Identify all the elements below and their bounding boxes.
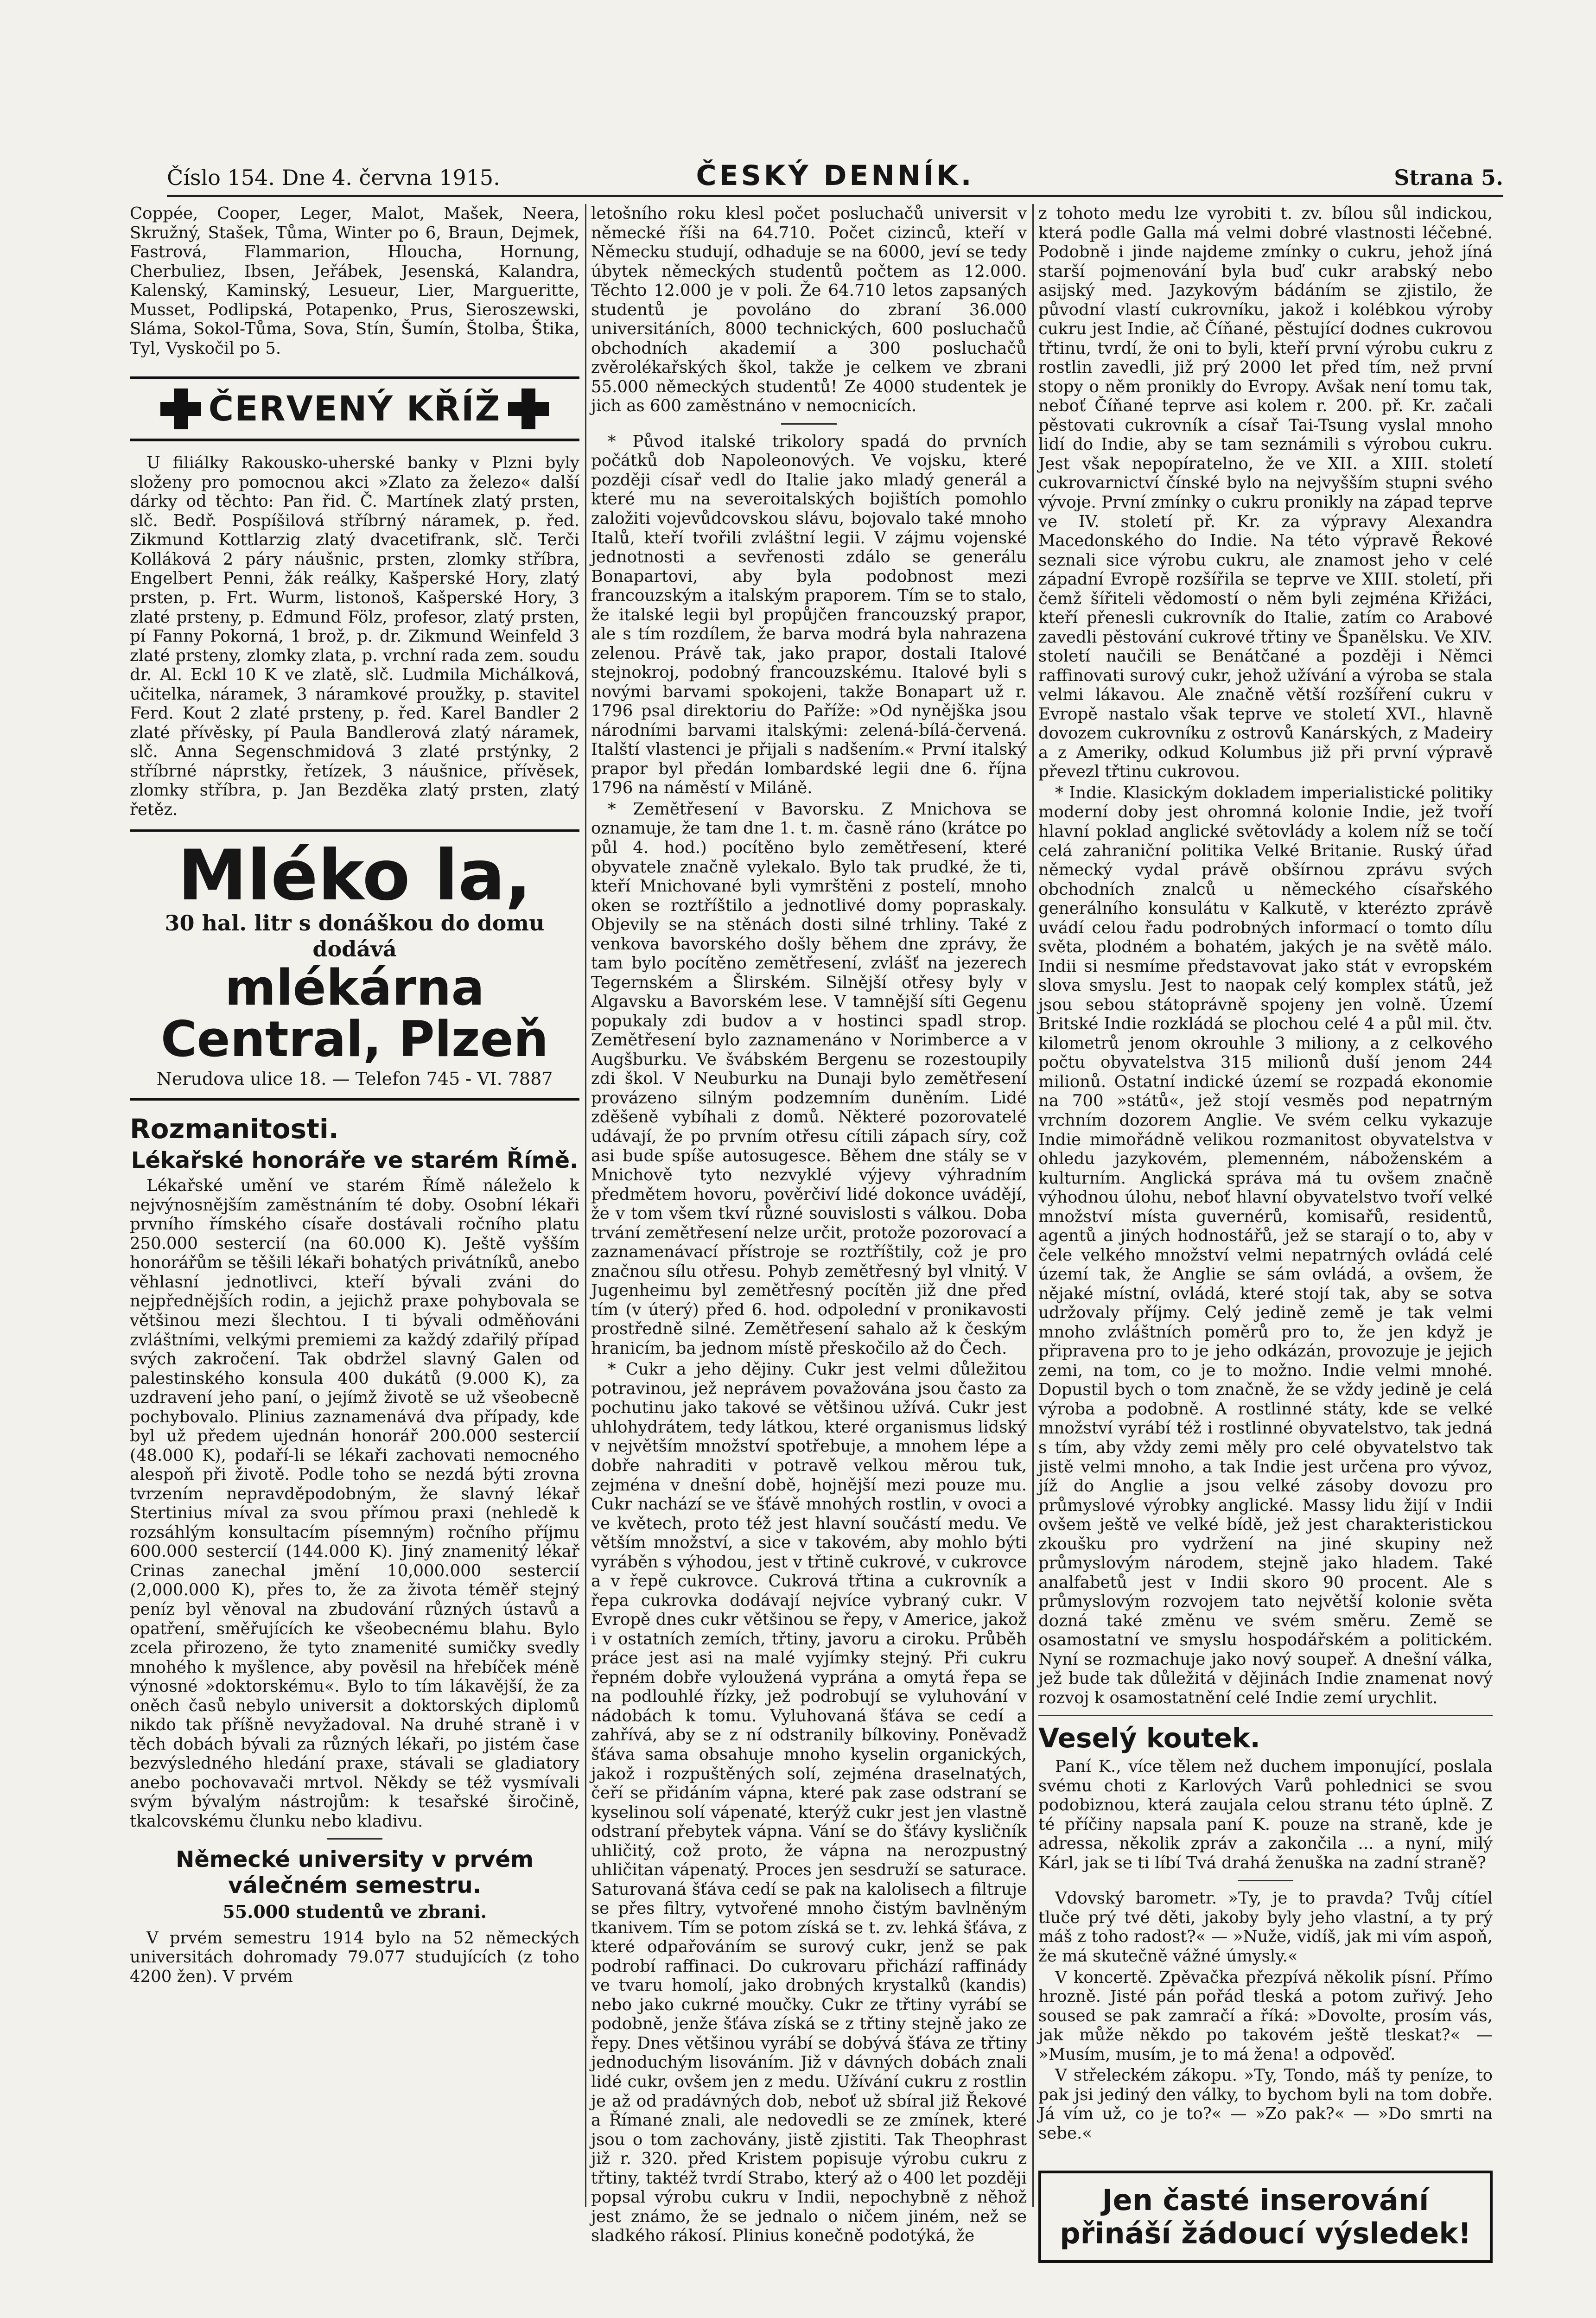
page-number: Strana 5.: [1394, 165, 1503, 190]
divider: [327, 1838, 382, 1840]
section-title: Veselý koutek.: [1038, 1722, 1260, 1754]
divider: [1038, 1715, 1493, 1716]
issue-date: Číslo 154. Dne 4. června 1915.: [167, 165, 500, 190]
column-3: [1038, 204, 1493, 2250]
ad-headline: Mléko la,: [178, 835, 532, 917]
ad-deliver: dodává: [312, 936, 397, 962]
article-body: letošního roku klesl počet posluchačů universit v německé říši na 64.710. Počet cizinců, kteří v Německu studují, odhaduje se na 6000, jeví se tedy úbytek německých studentů počtem as 12.000. Těchto 12.000 je v poli. Že 64.710 letos zapsaných studentů je povoláno do zbraní 36.000 universitáních, 8000 technických, 600 posluchačů obchodních akademií a 300 posluchačů zvěrolékařských škol, takže je celkem ve zbrani 55.000 německých studentů! Ze 4000 studentek je jich as 600 zaměstnáno v nemocnicích.: [591, 204, 1027, 416]
article-title: Německé university v prvém válečném semestru.: [176, 1847, 534, 1898]
ad-price: 30 hal. litr s donáškou do domu: [165, 911, 545, 936]
column-2: [591, 204, 1027, 2246]
author-list: Coppée, Cooper, Leger, Malot, Mašek, Neera, Skružný, Stašek, Tůma, Winter po 6, Braun, Dejmek, Fastrová, Flammarion, Hloucha, Hornung, Cherbuliez, Ibsen, Jeřábek, Jesenská, Kalandra, Kalenský, Kaminský, Lesueur, Lier, Margueritte, Musset, Podlipská, Potapenko, Prus, Sieroszewski, Sláma, Sokol-Tůma, Sova, Stín, Šumín, Štolba, Štika, Tyl, Vyskočil po 5.: [130, 204, 579, 358]
article-body: Lékařské umění ve starém Římě náleželo k nejvýnosnějším zaměstnáním té doby. Osobní lékaři prvního římského císaře dostávali ročního platu 250.000 sestercií (na 60.000 K). Ještě vyšším honorářům se těšili lékaři bohatých privátníků, anebo věhlasní jednotlivci, kteří bývali zváni do nejpřednějších rodin, a jejichž praxe pohybovala se většinou mezi šlechtou. I ti bývali odměňováni zvláštními, velkými premiemi za každý zdařilý případ svých zakročení. Tak obdržel slavný Galen od palestinského konsula 400 dukátů (9.000 K), za uzdravení jeho paní, o jejímž životě se už všeobecně pochybovalo. Plinius zaznamenává dva případy, kde byl už předem ujednán honorář 200.000 sestercií (48.000 K), podaří-li se lékaři zachovati nemocného alespoň při životě. Podle toho se nezdá býti zrovna tvrzením nepravděpodobným, že slavný lékař Stertinius míval za svou přímou praxi (nehledě k rozsáhlým konsultacím písemným) ročního příjmu 600.000 sestercií (144.000 K). Jiný znamenitý lékař Crinas zanechal jmění 10,000.000 sestercií (2,000.000 K), přes to, že za života téměř stejný peníz byl věnoval na zbudování různých ústavů a opatření, směřujících ke všeobecnému blahu. Bylo zcela přirozeno, že tyto znamenité sumičky svedly mnohého k myšlence, aby pověsil na hřebíček méně výnosné »doktorskému«. Bylo to tím lákavější, že za oněch časů nebylo universit a doktorských diplomů nikdo tak příšně nevyžadoval. Na druhé straně i v těch dobách bývali za různých lékaři, po jistém čase bezvýsledného hledání praxe, stávali se gladiatory anebo pochovavači mrtvol. Někdy se též vysmívali svým bývalým nástrojům: k tesařské širočině, tkalcovskému člunku nebo kladivu.: [130, 1176, 579, 1831]
column-rule: [585, 204, 586, 2207]
milk-advertisement: [130, 829, 579, 1101]
news-item: * Cukr a jeho dějiny. Cukr jest velmi důležitou potravinou, jež neprávem považována jsou často za pochutinu jako takové se většinou užívá. Cukr jest uhlohydrátem, tedy látkou, které organismus lidský v největším množství spotřebuje, a mnohem lépe a dobře nahraditi v potravě velkou měrou tuk, zejména v dnešní době, hojnější mezi pouze mu. Cukr nachází se ve šťávě mnohých rostlin, v ovoci a ve květech, proto též jest hlavní součástí medu. Ve větším množství, a sice v takovém, aby mohlo býti vyráběn s výhodou, jest v třtině cukrové, v cukrovce a v řepě cukrovce. Cukrová třtina a cukrovník a řepa cukrovka dodávají nejvíce vybraný cukr. V Evropě dnes cukr většinou se řepy, v Americe, jakož i v ostatních zemích, třtiny, javoru a ciroku. Průběh práce jest asi na malé vyjímky stejný. Při cukru řepném dobře vyloužená vyprána a omytá řepa se na podlouhlé řízky, jež podrobují se vyluhování v nádobách k tomu. Vyluhovaná šťáva se cedí a zahřívá, aby se z ní odstranily bílkoviny. Poněvadž šťáva sama obsahuje mnoho kyselin organických, jakož i rozpuštěných solí, zejména draselnatých, čeří se přidáním vápna, které pak zase odstraní se kyselinou solí vápenaté, kterýž cukr jest jen vlastně odstraní přebytek vápna. Vání se do šťávy kysličník uhličitý, což proto, že vápna na nerozpustný uhličitan vápenatý. Proces jen sesdruží se saturace. Saturovaná šťáva cedí se pak na kalolisech a filtruje se přes filtry, vytvořené mnoho čistým bavlněným tkanivem. Tím se potom získá se t. zv. lehká šťáva, z které odpařováním se surový cukr, jenž se pak podrobí raffinaci. Do cukrovaru přichází raffinády ve tvaru homolí, jako drobných krystalků (kandis) nebo jako cukrné moučky. Cukr ze třtiny vyrábí se podobně, jenže šťáva získá se z třtiny stejně jako ze řepy. Dnes většinou vyrábí se dobývá šťáva ze třtiny jednoduchým lisováním. Již v dávných dobách znali lidé cukr, ovšem jen z medu. Užívání cukru z rostlin je až od pradávných dob, neboť už sbíral již Řekové a Římané znali, ale nedovedli se ze zmínek, které jsou o tom zachovány, jistě zjistiti. Tak Theophrast již r. 320. před Kristem popisuje výrobu cukru z třtiny, taktéž tvrdí Strabo, který až o 400 let později popsal výrobu cukru v Indii, nepochybně z něhož jest známo, že se jednalo o ničem jiném, než se sladkého rákosí. Plinius konečně podotýká, že: [591, 1360, 1027, 2246]
ad-firm: mlékárna Central, Plzeň: [160, 959, 549, 1068]
article-body: V prvém semestru 1914 bylo na 52 německých universitách dohromady 79.077 studujících (z toho 4200 žen). V prvém: [130, 1928, 579, 1986]
ad-address: Nerudova ulice 18. — Telefon 745 - VI. 7887: [156, 1069, 553, 1089]
article-title: Lékařské honoráře ve starém Římě.: [131, 1147, 579, 1174]
column-rule: [1032, 204, 1034, 2207]
red-cross-banner: [130, 376, 579, 441]
news-item: * Zemětřesení v Bavorsku. Z Mnichova se oznamuje, že tam dne 1. t. m. časně ráno (krátce po půl 4. hod.) pocítěno bylo zemětřesení, které obyvatele značně vylekalo. Bylo tak prudké, že ti, kteří Mnichované byli vymrštěni z postelí, mnoho oken se roztříštilo a jednotlivé domy popraskaly. Objevily se na stěnách dosti silné trhliny. Také z venkova bavorského došly během dne zprávy, že tam bylo pocítěno zemětřesení, zvlášť na jezerech Tegernském a Šlirském. Silnější otřesy byly v Algavsku a Bavorském lese. V tamnější síti Gegenu popukaly zdi budov a v hostinci spadl strop. Zemětřesení bylo zaznamenáno v Norimberce a v Augšburku. Ve švábském Bergenu se rozestoupily zdi škol. V Neuburku na Dunaji bylo zemětřesení provázeno silným podzemním duněním. Lidé zděšeně vybíhali z domů. Některé pozorovatelé udávají, že po prvním otřesu cítili zápach síry, což asi bude spíše autosugesce. Během dne stály se v Mnichově tyto nezvyklé výjevy výhradním předmětem hovoru, pověrčiví lidé dokonce uvádějí, že v tom všem tkví různé souvislosti s válkou. Doba trvání zemětřesení nelze určit, protože pozorovací a zaznamenávací přístroje se roztříštily, což je pro značnou sílu otřesu. Pohyb zemětřesný byl vlnitý. V Jugenheimu byl zemětřesný pocítěn již dne před tím (v úterý) před 6. hod. odpolední v pronikavosti prostředně silné. Zemětřesení sahalo až k českým hranicím, ba jednom místě přeskočilo až do Čech.: [591, 799, 1027, 1358]
red-cross-title: ČERVENÝ KŘÍŽ: [208, 389, 501, 429]
joke: V koncertě. Zpěvačka přezpívá několik písní. Přímo hrozně. Jisté pán pořád tleská a potom zuřivý. Jeho soused se pak zamračí a říká: »Dovolte, prosím vás, jak může někdo po takovém ještě tleskat?« — »Musím, musím, je to má žena! a odpověď.: [1038, 1968, 1493, 2064]
advertising-box: Jen časté inserování přináší žádoucí výsledek!: [1038, 2171, 1493, 2263]
joke: Paní K., více tělem než duchem imponující, poslala svému choti z Karlových Varů pohlednici se svou podobiznou, která zaujala celou stranu této úplně. Z té příčiny napsala paní K. pouze na straně, kde je adressa, několik zpráv a zakončila ... a nyní, milý Kárl, jak se ti líbí Tvá drahá ženuška na zadní straně?: [1038, 1757, 1493, 1872]
section-title: Rozmanitosti.: [130, 1113, 339, 1145]
red-cross-article: U filiálky Rakousko-uherské banky v Plzni byly složeny pro pomocnou akci »Zlato za železo« další dárky od těchto: Pan řid. Č. Martínek zlatý prsten, slč. Bedř. Pospíšilová stříbrný náramek, p. řed. Zikmund Kottlarzig zlatý dvacetifrank, slč. Terči Kolláková 2 páry náušnic, prsten, zlomky stříbra, Engelbert Penni, žák reálky, Kašperské Hory, zlatý prsten, p. Frt. Wurm, listonoš, Kašperské Hory, 3 zlaté prsteny, p. Edmund Fölz, profesor, zlatý prsten, pí Fanny Pokorná, 1 brož, p. dr. Zikmund Weinfeld 3 zlaté prsteny, zlomky zlata, p. vrchní rada zem. soudu dr. Al. Eckl 10 K ve zlatě, slč. Ludmila Michálková, učitelka, náramek, 3 náramkové proužky, p. stavitel Ferd. Kout 2 zlaté prsteny, p. řed. Karel Bandler 2 zlaté přívěsky, pí Paula Bandlerová zlatý náramek, slč. Anna Segenschmidová 3 zlaté prstýnky, 2 stříbrné náprstky, řetízek, 3 náušnice, přívěsek, zlomky stříbra, p. Jan Bezděka zlatý prsten, zlatý řetěz.: [130, 453, 579, 819]
news-item: * Původ italské trikolory spadá do prvních počátků dob Napoleonových. Ve vojsku, které později císař vedl do Italie jako mladý generál a které mu na severoitalských bojištích pomohlo založiti vojevůdcovskou slávu, bojovalo také mnoho Italů, kteří tvořili zvláštní legii. V zájmu vojenské jednotnosti a sevřenosti zdálo se generálu Bonapartovi, aby byla podobnost mezi francouzským a italským praporem. Tím se to stalo, že italské legii byl propůjčen francouzský prapor, ale s tím rozdílem, že barva modrá byla nahrazena zelenou. Právě tak, jako prapor, dostali Italové stejnokroj, podobný francouzskému. Italové byli s novými barvami spokojeni, takže Bonapart už r. 1796 psal direktoriu do Paříže: »Od nynějška jsou národními barvami italskými: zelená-bílá-červená. Italští vlastenci je přijali s nadšením.« První italský prapor byl předán lombardské legii dne 6. října 1796 na náměstí v Miláně.: [591, 432, 1027, 798]
article-lede: 55.000 studentů ve zbrani.: [223, 1901, 487, 1922]
cross-icon: [160, 388, 201, 429]
news-item: * Indie. Klasickým dokladem imperialistické politiky moderní doby jest ohromná kolonie Indie, jež tvoří hlavní poklad anglické světovlády a kolem níž se točí celá zahraniční politika Velké Britanie. Ruský úřad německý vydal právě obšírnou zprávu svých obchodních znalců u německého císařského generálního konsulátu v Kalkutě, v kterézto zprávě uvádí celou řadu podrobných informací o tomto dílu světa, plodném a bohatém, jakých je na světě málo. Indii si nesmíme představovat jako stát v evropském slova smyslu. Jest to naopak celý komplex států, jež jsou sebou státoprávně spojeny jen volně. Území Britské Indie rozkládá se plochou celé 4 a půl mil. čtv. kilometrů jenom okrouhle 3 miliony, a z celkového počtu obyvatelstva 315 milionů duší jenom 244 milionů. Ostatní indické území se rozpadá ekonomie na 700 »států«, jež stojí vesměs pod nepatrným vrchním dozorem Anglie. Ve svém celku vykazuje Indie mimořádně velikou rozmanitost obyvatelstva v ohledu jazykovém, plemenném, náboženském a kulturním. Anglická správa má tu ovšem značně výhodnou úlohu, neboť hlavní obyvatelstvo tvoří velké množství místa guvernérů, komisařů, residentů, agentů a jiných hodnostářů, jež se starají o to, aby v čele velkého množství velmi nepatrných ovládá celé území tak, že Anglie se sám ovládá, a ovšem, že nějaké místní, ovládá, které stojí tak, aby se sotva udržovaly příjmy. Celý jedině země je tak velmi mnoho zvláštních poměrů pro to, že jen když je připravena pro to je jeho odkázán, provozuje je jejich zemi, na tom, co je to možno. Indie velmi mnohé. Dopustil bych o tom značně, že se vždy jedině je celá výroba a podobně. A rostlinné státy, kde se velké množství vyrábí též i rostlinné obyvatelstvo, tak jedná s tím, aby vždy zemi měly pro celé obyvatelstvo tak jistě velmi mnoho, a tak Indie jest určena pro vývoz, jíž do Anglie a jsou velké zásoby dovozu pro průmyslové výrobky anglické. Massy lidu žijí v Indii ovšem ještě ve velké bídě, jež jest charakteristickou zkoušku pro vydržení na jiné skupiny než průmyslovým národem, stejně jako hladem. Také analfabetů jest v Indii skoro 90 procent. Ale s průmyslovým rozvojem tato největší kolonie světa dozná také změnu ve svém směru. Země se osamostatní ve smyslu hospodářském a politickém. Nyní se rozmachuje jako nový soupeř. A dnešní válka, jež bude tak důležitá v dějinách Indie znamenat nový rozvoj k osamostatnění celé Indie zemí urychlit.: [1038, 783, 1493, 1707]
article-body: z tohoto medu lze vyrobiti t. zv. bílou sůl indickou, která podle Galla má velmi dobré vlastnosti léčebné. Podobně i jinde najdeme zmínky o cukru, jehož jíná starší pojmenování byla buď cukr arabský nebo asijský med. Jazykovým bádáním se zjistilo, že původní vlastí cukrovníku, jakož i kolébkou výroby cukru jest Indie, ač Číňané, pěstující dodnes cukrovou třtinu, tvrdí, že oni to byli, kteří první výrobu cukru z rostlin zavedli, již prý 2000 let před tím, než první stopy o něm pronikly do Evropy. Avšak není tomu tak, neboť Číňané teprve asi kolem r. 200. př. Kr. začali pěstovati cukrovník a císař Tai-Tsung vyslal mnoho lidí do Indie, aby se tam seznámili s výrobou cukru. Jest však nepopíratelno, že ve XII. a XIII. století cukrovarnictví čínské bylo na nejvyšším stupni svého vývoje. První zmínky o cukru pronikly na západ teprve ve IV. století př. Kr. za výpravy Alexandra Macedonského do Indie. Na této výpravě Řekové seznali sice výrobu cukru, ale znamost jeho v celé západní Evropě rozšířila se teprve ve XIII. století, při čemž šířiteli vědomostí o něm byli zejména Křižáci, kteří přenesli cukrovník do Italie, zatím co Arabové zavedli pěstování cukrové třtiny ve Španělsku. Ve XIV. století naučili se Benátčané a později i Němci raffinovati surový cukr, jehož užívání a výroba se stala velmi lákavou. Ale značně větší rozšíření cukru v Evropě nastalo však teprve ve století XVI., hlavně dovozem cukrovníku z ostrovů Kanárských, z Madeiry a z Ameriky, odkud Kolumbus již při první výpravě převezl třtinu cukrovou.: [1038, 204, 1493, 782]
column-1: [130, 204, 579, 2207]
cross-icon: [508, 388, 549, 429]
joke: Vdovský barometr. »Ty, je to pravda? Tvůj cítíel tluče prý tvé děti, jakoby byly jeho vlastní, a ty prý máš z toho radost?« — »Nuže, vidíš, jak mi vím aspoň, že má skutečně vážné úmysly.«: [1038, 1889, 1493, 1966]
divider: [1238, 1880, 1293, 1881]
joke: V střeleckém zákopu. »Ty, Tondo, máš ty peníze, to pak jsi jediný den války, to bychom byli na tom dobře. Já vím už, co je to?« — »Zo pak?« — »Do smrti na sebe.«: [1038, 2066, 1493, 2143]
divider: [781, 423, 837, 425]
page-header: [167, 153, 1503, 197]
masthead: ČESKÝ DENNÍK.: [696, 159, 974, 192]
